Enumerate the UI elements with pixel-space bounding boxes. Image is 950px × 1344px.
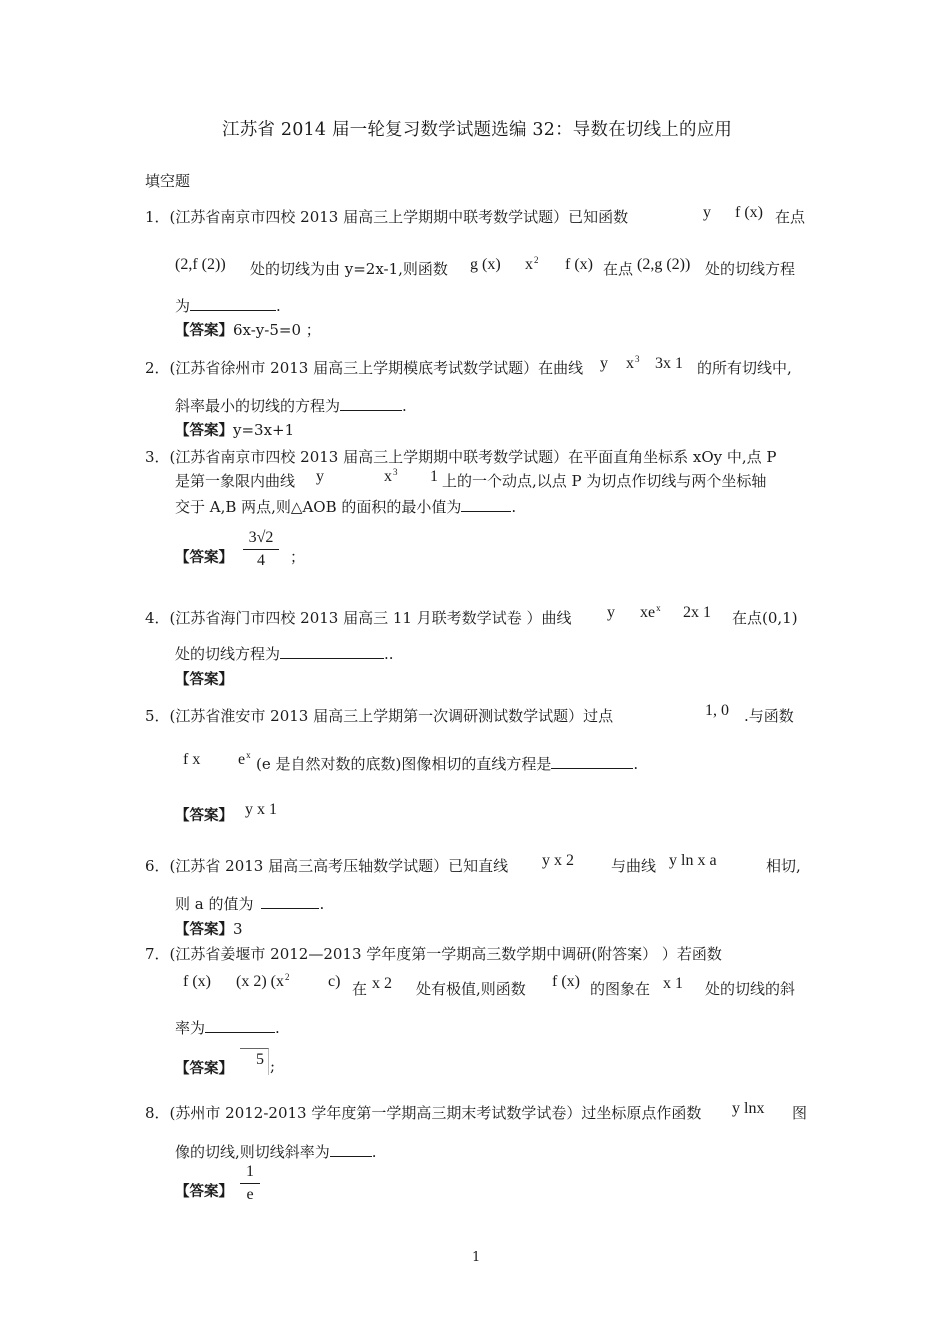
q3-line2a: 是第一象限内曲线 xyxy=(175,472,296,490)
q8-answer-fraction xyxy=(240,1162,260,1205)
q4-dot: .. xyxy=(384,645,394,663)
answer-label: 【答案】 xyxy=(175,1184,233,1200)
q4-line1a: 4．(江苏省海门市四校 2013 届高三 11 月联考数学试卷 ）曲线 xyxy=(145,609,572,627)
q2-line1a: 2．(江苏省徐州市 2013 届高三上学期模底考试数学试题）在曲线 xyxy=(145,359,584,377)
answer-label: 【答案】 xyxy=(175,922,233,938)
q1-x-base: x xyxy=(525,256,533,273)
q7-at: 在 xyxy=(352,980,368,998)
page-title: 江苏省 2014 届一轮复习数学试题选编 32：导数在切线上的应用 xyxy=(222,120,733,140)
q3-denominator: 4 xyxy=(257,552,265,569)
q8-answer-label xyxy=(175,1180,233,1201)
q8-numerator: 1 xyxy=(246,1163,254,1180)
q2-blank xyxy=(340,396,402,411)
section-heading: 填空题 xyxy=(145,172,191,190)
q7-fx2: f (x) xyxy=(552,973,580,990)
q7-line2d: 处的切线的斜 xyxy=(705,980,796,998)
q8-dot: . xyxy=(371,1143,377,1161)
answer-label: 【答案】 xyxy=(175,672,233,688)
q3-x3 xyxy=(384,468,398,486)
q5-dot: . xyxy=(633,755,639,773)
q8-line2 xyxy=(175,1141,377,1162)
q1-blank xyxy=(190,296,276,311)
q8-line2-text: 像的切线,则切线斜率为 xyxy=(175,1143,330,1161)
q2-answer xyxy=(175,419,294,440)
q7-x1: x 1 xyxy=(663,975,683,992)
q8-blank xyxy=(330,1142,372,1157)
q6-line1a: 6．(江苏省 2013 届高三高考压轴数学试题）已知直线 xyxy=(145,857,509,875)
q6-curve-eq: y ln x a xyxy=(669,852,717,869)
q5-line1b: .与函数 xyxy=(744,707,794,725)
q3-answer-fraction xyxy=(243,528,279,571)
q5-line1a: 5．(江苏省淮安市 2013 届高三上学期第一次调研测试数学试题）过点 xyxy=(145,707,614,725)
q2-line2-text: 斜率最小的切线的方程为 xyxy=(175,397,341,415)
q7-semicolon: ; xyxy=(270,1057,276,1075)
q6-answer-value: 3 xyxy=(233,920,243,938)
q2-answer-value: y=3x+1 xyxy=(233,421,295,439)
q4-xe xyxy=(640,604,661,622)
q5-answer-value: y x 1 xyxy=(245,801,277,818)
q1-text: 1．(江苏省南京市四校 2013 届高三上学期期中联考数学试题）已知函数 xyxy=(145,208,629,226)
q1-line3-text: 为 xyxy=(175,297,191,315)
q4-line1b: 在点(0,1) xyxy=(732,609,798,627)
q4-xe-base: xe xyxy=(640,604,656,621)
q3-line3 xyxy=(175,496,516,517)
q2-line2 xyxy=(175,395,407,416)
q5-blank xyxy=(551,754,633,769)
q4-line2-text: 处的切线方程为 xyxy=(175,645,281,663)
answer-label: 【答案】 xyxy=(175,423,233,439)
q1-line2a: 处的切线为由 y=2x-1,则函数 xyxy=(250,260,448,278)
q2-x3-exp: 3 xyxy=(635,354,640,364)
q5-line2 xyxy=(256,753,638,774)
q6-line2 xyxy=(175,893,324,914)
q7-expr xyxy=(236,973,289,991)
q5-e-exp: x xyxy=(246,750,251,760)
q2-x3-base: x xyxy=(626,355,634,372)
q1-line2c: 处的切线方程 xyxy=(705,260,796,278)
q6-blank xyxy=(261,894,319,909)
fraction-bar xyxy=(243,549,279,550)
q8-fn: y lnx xyxy=(732,1100,765,1117)
q4-rest: 2x 1 xyxy=(683,604,711,621)
q3-x3-exp: 3 xyxy=(393,467,398,477)
q8-denominator: e xyxy=(246,1186,254,1203)
answer-label: 【答案】 xyxy=(175,808,233,824)
q7-x2: x 2 xyxy=(372,975,392,992)
q7-line2c: 的图象在 xyxy=(590,980,651,998)
q1-y: y xyxy=(703,204,711,221)
page-number: 1 xyxy=(472,1250,481,1265)
q8-line1a: 8．(苏州市 2012-2013 学年度第一学期高三期末考试数学试卷）过坐标原点作函数 xyxy=(145,1104,702,1122)
fraction-bar xyxy=(240,1183,260,1184)
q1-point: (2,f (2)) xyxy=(175,256,226,273)
q3-line1: 3．(江苏省南京市四校 2013 届高三上学期期中联考数学试题）在平面直角坐标系 xOy 中,点 P xyxy=(145,448,777,466)
q6-line-eq: y x 2 xyxy=(542,852,574,869)
q7-line3 xyxy=(175,1017,280,1038)
q4-blank xyxy=(280,644,384,659)
q3-semicolon: ； xyxy=(290,548,306,566)
q2-y: y xyxy=(600,355,608,372)
q7-fx: f (x) xyxy=(183,973,211,990)
q3-one: 1 xyxy=(430,468,438,485)
q1-point2: (2,g (2)) xyxy=(637,256,691,273)
q7-expr-exp: 2 xyxy=(284,972,290,982)
q1-fx2: f (x) xyxy=(565,256,593,273)
answer-label: 【答案】 xyxy=(175,323,233,339)
q5-point: 1, 0 xyxy=(705,702,729,719)
q6-dot: . xyxy=(319,895,325,913)
q7-line1: 7．(江苏省姜堰市 2012—2013 学年度第一学期高三数学期中调研(附答案） ）若函数 xyxy=(145,945,722,963)
q1-at: 在点 xyxy=(775,208,806,226)
q3-line2b: 上的一个动点,以点 P 为切点作切线与两个坐标轴 xyxy=(442,472,767,490)
q3-y: y xyxy=(316,468,324,485)
q7-line2b: 处有极值,则函数 xyxy=(416,980,526,998)
q5-e-base: e xyxy=(238,751,246,768)
q2-x3 xyxy=(626,355,640,373)
q1-fx: f (x) xyxy=(735,204,763,221)
q2-line1b: 的所有切线中, xyxy=(697,359,792,377)
q6-line1b: 与曲线 xyxy=(611,857,657,875)
q1-x xyxy=(525,256,539,274)
q7-answer-value: 5 xyxy=(256,1051,264,1068)
q6-line2-text: 则 a 的值为 xyxy=(175,895,254,913)
q3-line3-text: 交于 A,B 两点,则△AOB 的面积的最小值为 xyxy=(175,498,462,516)
q5-ex xyxy=(238,751,251,769)
q1-x-exp: 2 xyxy=(534,255,539,265)
q5-fx: f x xyxy=(183,751,201,768)
q4-answer xyxy=(175,668,233,689)
q6-answer xyxy=(175,918,243,939)
q7-answer-box xyxy=(240,1048,269,1075)
q7-dot: . xyxy=(275,1019,280,1037)
q3-answer-label xyxy=(175,546,233,567)
q1-answer-value: 6x-y-5=0 ； xyxy=(233,321,321,339)
q1-line3 xyxy=(175,295,281,316)
q4-y: y xyxy=(607,604,615,621)
q1-line2b: 在点 xyxy=(603,260,634,278)
q3-dot: . xyxy=(511,498,517,516)
q4-line2 xyxy=(175,643,394,664)
q1-gx: g (x) xyxy=(470,256,501,273)
q2-dot: . xyxy=(402,397,407,415)
q3-numerator: 3√2 xyxy=(248,529,274,546)
q3-blank xyxy=(461,497,511,512)
q8-line1b: 图 xyxy=(792,1104,808,1122)
q7-answer-label xyxy=(175,1057,233,1078)
q1-dot: . xyxy=(276,297,281,315)
answer-label: 【答案】 xyxy=(175,550,233,566)
q1-answer xyxy=(175,319,321,340)
answer-label: 【答案】 xyxy=(175,1061,233,1077)
q4-xe-exp: x xyxy=(656,603,661,613)
q7-line3-text: 率为 xyxy=(175,1019,206,1037)
q7-blank xyxy=(205,1018,275,1033)
q7-c: c) xyxy=(328,973,341,990)
q1-line1 xyxy=(145,206,628,227)
q6-line1c: 相切, xyxy=(766,857,801,875)
q5-line2-text: (e 是自然对数的底数)图像相切的直线方程是 xyxy=(256,755,552,773)
q5-answer-label xyxy=(175,804,233,825)
q7-expr-text: (x 2) (x xyxy=(236,973,284,990)
q3-x3-base: x xyxy=(384,468,392,485)
q2-rest: 3x 1 xyxy=(655,355,683,372)
